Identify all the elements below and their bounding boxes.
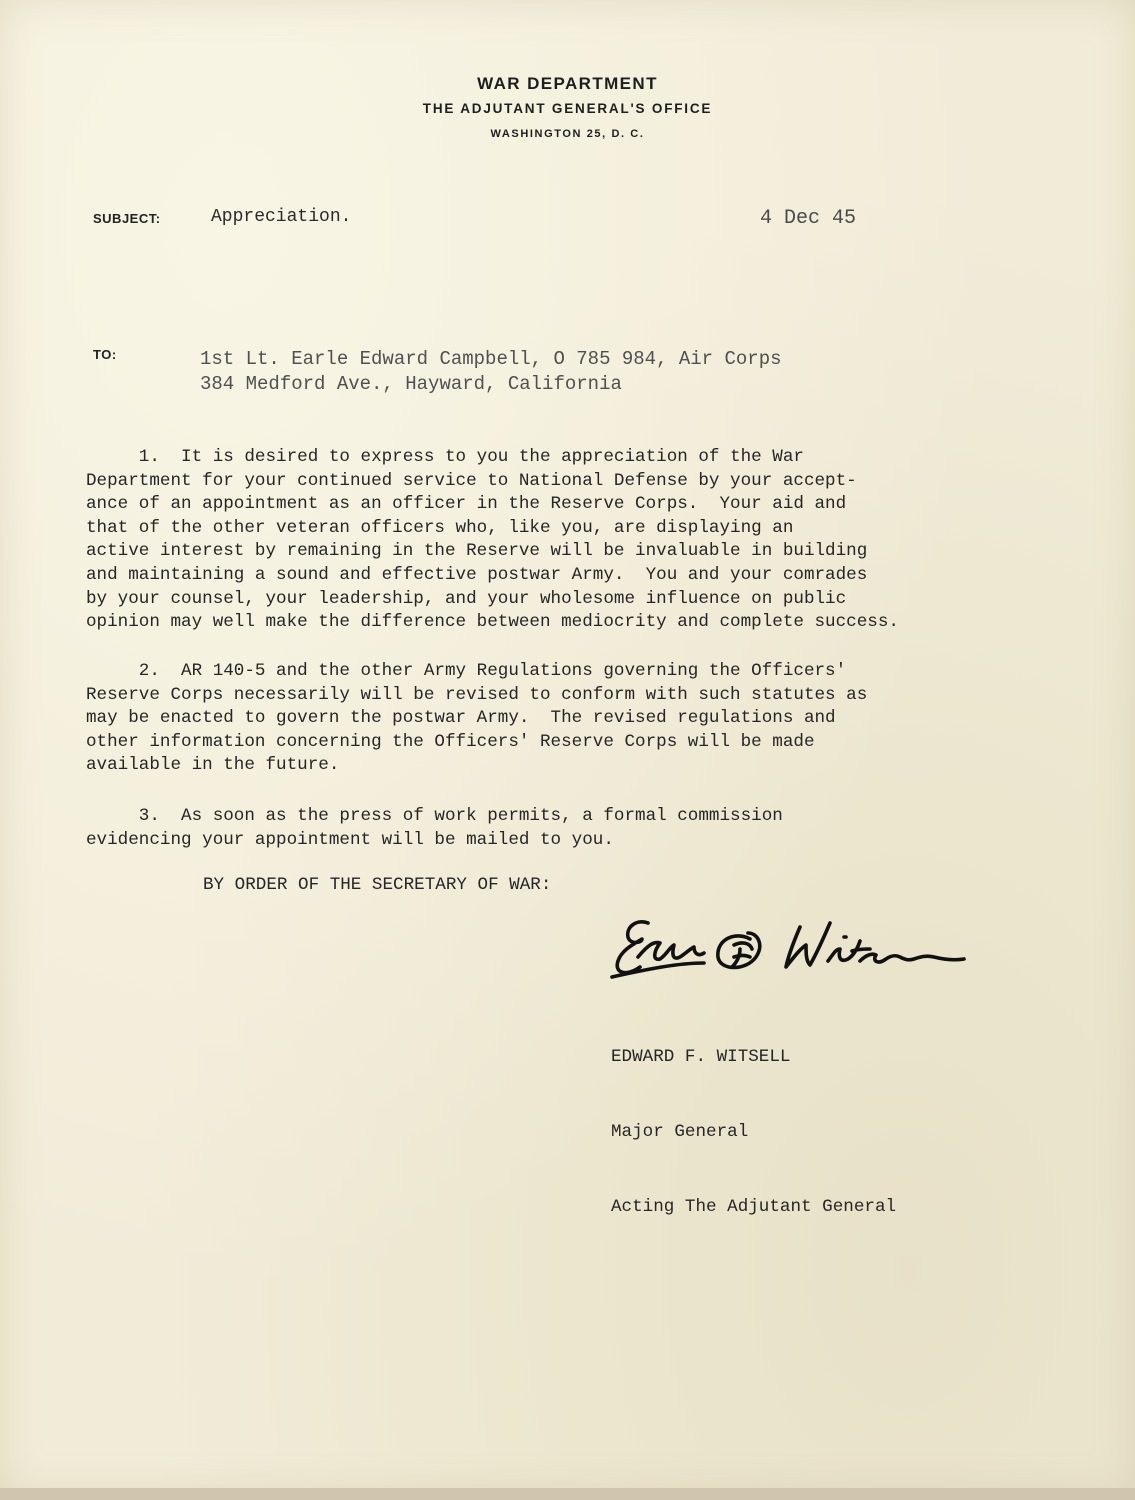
letterhead-office: THE ADJUTANT GENERAL'S OFFICE (422, 101, 713, 116)
body-paragraph-3 (86, 805, 1026, 852)
letterhead-department: WAR DEPARTMENT (477, 74, 658, 93)
signatory-name: EDWARD F. WITSELL (611, 1047, 791, 1067)
to-label: TO: (93, 347, 117, 362)
letterhead-city: WASHINGTON 25, D. C. (490, 128, 645, 140)
signatory-title: Acting The Adjutant General (611, 1197, 897, 1217)
paragraph-line: available in the future. (86, 755, 340, 776)
paragraph-line: Department for your continued service to National Defense by your accept- (86, 470, 857, 491)
letter-date: 4 Dec 45 (760, 207, 857, 230)
subject-label: SUBJECT: (93, 211, 161, 226)
paragraph-line: may be enacted to govern the postwar Army. The revised regulations and (86, 708, 836, 729)
body-paragraph-2 (86, 660, 1026, 778)
paragraph-line: ance of an appointment as an officer in the Reserve Corps. Your aid and (86, 494, 847, 515)
page-bottom-edge (0, 1488, 1135, 1500)
subject-value: Appreciation. (211, 207, 352, 227)
paragraph-line: opinion may well make the difference between mediocrity and complete success. (86, 612, 899, 633)
paragraph-line: 1. It is desired to express to you the appreciation of the War (86, 447, 804, 467)
body-paragraph-1 (86, 446, 1026, 635)
order-line: BY ORDER OF THE SECRETARY OF WAR: (203, 875, 552, 895)
paragraph-line: 2. AR 140-5 and the other Army Regulations governing the Officers' (86, 661, 847, 681)
signature-block (611, 995, 896, 1245)
paragraph-line: and maintaining a sound and effective postwar Army. You and your comrades (86, 564, 868, 585)
paragraph-line: evidencing your appointment will be mailed to you. (86, 829, 614, 850)
paragraph-line: by your counsel, your leadership, and your wholesome influence on public (86, 588, 847, 609)
paragraph-line: 3. As soon as the press of work permits, a formal commission (86, 806, 783, 826)
paragraph-line: that of the other veteran officers who, like you, are displaying an (86, 517, 794, 538)
signatory-rank: Major General (611, 1122, 749, 1142)
paragraph-line: active interest by remaining in the Reserve will be invaluable in building (86, 541, 868, 562)
address-line-recipient: 1st Lt. Earle Edward Campbell, O 785 984, Air Corps (200, 348, 782, 370)
paragraph-line: Reserve Corps necessarily will be revised to conform with such statutes as (86, 684, 868, 705)
address-line-street: 384 Medford Ave., Hayward, California (200, 373, 622, 395)
paragraph-line: other information concerning the Officers' Reserve Corps will be made (86, 731, 815, 752)
handwritten-signature (608, 905, 978, 990)
